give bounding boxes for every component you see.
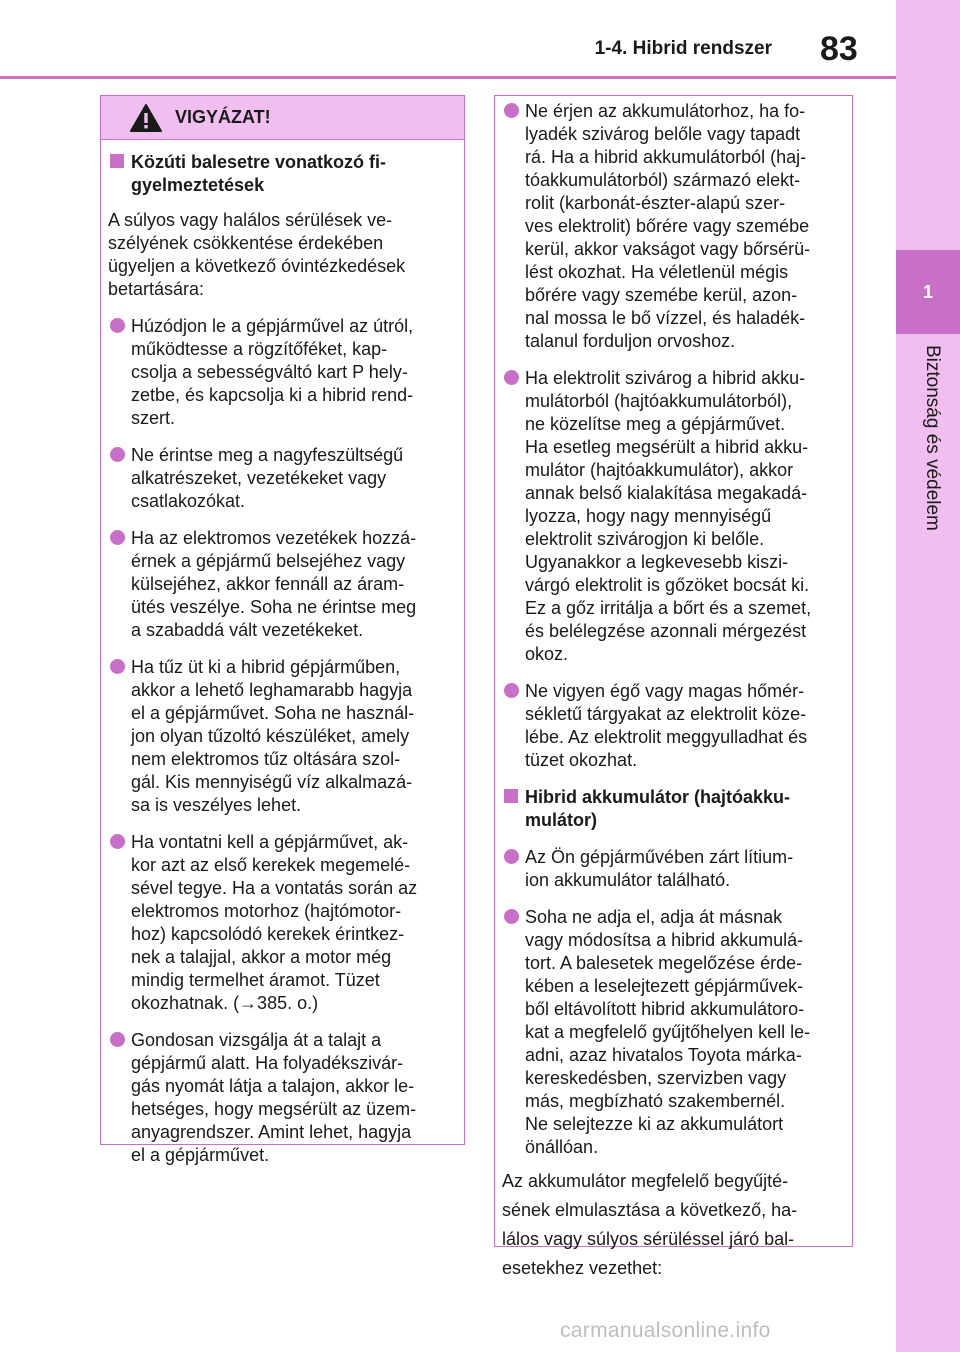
list-item bbox=[502, 906, 840, 1159]
circle-bullet-icon bbox=[110, 530, 125, 545]
circle-bullet-icon bbox=[110, 1032, 125, 1047]
subsection-heading-text: Közúti balesetre vonatkozó fi- gyelmeztetések bbox=[131, 152, 387, 195]
list-item-text: Ne érjen az akkumulátorhoz, ha fo- lyadék szivárog belőle vagy tapadt rá. Ha a hibrid akkumulátorból (haj- tóakkumulátorból) származó elekt- rolit (karbonát-észter-alapú szer- ves elektrolit) bőrére vagy szemébe kerül, akkor vakságot vagy bőrsérü- lést okozhat. Ha véletlenül mégis bőrére vagy szemébe kerül, azon- nal mossa le bő vízzel, és haladék- talanul forduljon orvoshoz. bbox=[525, 101, 811, 351]
section-title: 1-4. Hibrid rendszer bbox=[594, 38, 772, 59]
watermark: carmanualsonline.info bbox=[560, 1319, 771, 1342]
circle-bullet-icon bbox=[110, 659, 125, 674]
warning-box-left bbox=[100, 95, 465, 1165]
list-item bbox=[108, 656, 452, 817]
list-item-text: Az Ön gépjárművében zárt lítium- ion akkumulátor található. bbox=[525, 847, 794, 890]
list-item bbox=[108, 831, 452, 1015]
chapter-side-tab bbox=[896, 0, 960, 1352]
chapter-label: Biztonság és védelem bbox=[922, 345, 943, 531]
page-number: 83 bbox=[820, 30, 858, 68]
subsection-heading-text: Hibrid akkumulátor (hajtóakku- mulátor) bbox=[525, 787, 791, 830]
circle-bullet-icon bbox=[504, 683, 519, 698]
circle-bullet-icon bbox=[504, 909, 519, 924]
circle-bullet-icon bbox=[504, 103, 519, 118]
square-bullet-icon bbox=[504, 789, 518, 803]
list-item-text: Ha vontatni kell a gépjárművet, ak- kor azt az első kerekek megemelé- sével tegye. Ha a vontatás során az elektromos motorhoz (hajtómotor- hoz) kapcsolódó kerekek érintkez- nek a talajjal, akkor a motor még mindig termelhet áramot. Tüzet okozhatnak. (→385. o.) bbox=[131, 832, 418, 1013]
list-item bbox=[502, 367, 840, 666]
square-bullet-icon bbox=[110, 154, 124, 168]
warning-triangle-icon bbox=[129, 103, 163, 133]
warning-title: VIGYÁZAT! bbox=[175, 107, 271, 127]
list-item bbox=[108, 444, 452, 513]
closing-paragraph: Az akkumulátor megfelelő begyűjté- sének elmulasztása a következő, ha- lálos vagy súlyos sérüléssel járó bal- esetekhez vezethet: bbox=[502, 1171, 798, 1278]
circle-bullet-icon bbox=[110, 834, 125, 849]
list-item bbox=[108, 315, 452, 430]
list-item-text: Ha tűz üt ki a hibrid gépjárműben, akkor a lehető leghamarabb hagyja el a gépjárművet. Soha ne használ- jon olyan tűzoltó készüléket, amely nem elektromos tűz oltására szol- gál. Kis mennyiségű víz alkalmazá- sa is veszélyes lehet. bbox=[131, 657, 415, 815]
circle-bullet-icon bbox=[504, 370, 519, 385]
list-item bbox=[502, 680, 840, 772]
chapter-number-tab[interactable]: 1 bbox=[896, 250, 960, 334]
list-item-text: Húzódjon le a gépjárművel az útról, működtesse a rögzítőféket, kap- csolja a sebességváltó kart P hely- zetbe, és kapcsolja ki a hibrid rend- szert. bbox=[131, 316, 414, 428]
intro-paragraph: A súlyos vagy halálos sérülések ve- szélyének csökkentése érdekében ügyeljen a következő óvintézkedések betartására: bbox=[108, 210, 406, 299]
list-item bbox=[108, 527, 452, 642]
subsection-heading bbox=[502, 786, 840, 832]
list-item-text: Ha elektrolit szivárog a hibrid akku- mulátorból (hajtóakkumulátorból), ne közelítse meg a gépjárművet. Ha esetleg megsérült a hibrid akku- mulátor (hajtóakkumulátor), akkor annak belső kialakítása megakadá- lyozza, hogy nagy mennyiségű elektrolit szivárogjon ki belőle. Ugyanakkor a legkevesebb kiszi- várgó elektrolit is gőzöket bocsát ki. Ez a gőz irritálja a bőrt és a szemet, és belélegzése azonnali mérgezést okoz. bbox=[525, 368, 812, 664]
circle-bullet-icon bbox=[110, 447, 125, 462]
header-divider bbox=[0, 76, 896, 79]
circle-bullet-icon bbox=[110, 318, 125, 333]
list-item-text: Ne vigyen égő vagy magas hőmér- sékletű tárgyakat az elektrolit köze- lébe. Az elektrolit meggyulladhat és tüzet okozhat. bbox=[525, 681, 808, 770]
subsection-heading bbox=[108, 151, 452, 197]
warning-box-right bbox=[494, 95, 853, 1278]
list-item-text: Gondosan vizsgálja át a talajt a gépjármű alatt. Ha folyadékszivár- gás nyomát látja a talajon, akkor le- hetséges, hogy megsérült az üzem- anyagrendszer. Amint lehet, hagyja el a gépjárművet. bbox=[131, 1030, 417, 1165]
list-item bbox=[502, 846, 840, 892]
list-item-text: Ne érintse meg a nagyfeszültségű alkatrészeket, vezetékeket vagy csatlakozókat. bbox=[131, 445, 404, 511]
warning-header bbox=[101, 96, 464, 140]
list-item bbox=[108, 1029, 452, 1167]
list-item bbox=[502, 100, 840, 353]
list-item-text: Ha az elektromos vezetékek hozzá- érnek a gépjármű belsejéhez vagy külsejéhez, akkor fennáll az áram- ütés veszélye. Soha ne érintse meg a szabaddá vált vezetékeket. bbox=[131, 528, 417, 640]
list-item-text: Soha ne adja el, adja át másnak vagy módosítsa a hibrid akkumulá- tort. A balesetek megelőzése érde- kében a leselejtezett gépjárművek- ből eltávolított hibrid akkumulátoro- kat a megfelelő gyűjtőhelyen kell le- adni, azaz hivatalos Toyota márka- kereskedésben, szervizben vagy más, megbízható szakembernél. Ne selejtezze ki az akkumulátort önállóan. bbox=[525, 907, 811, 1157]
circle-bullet-icon bbox=[504, 849, 519, 864]
